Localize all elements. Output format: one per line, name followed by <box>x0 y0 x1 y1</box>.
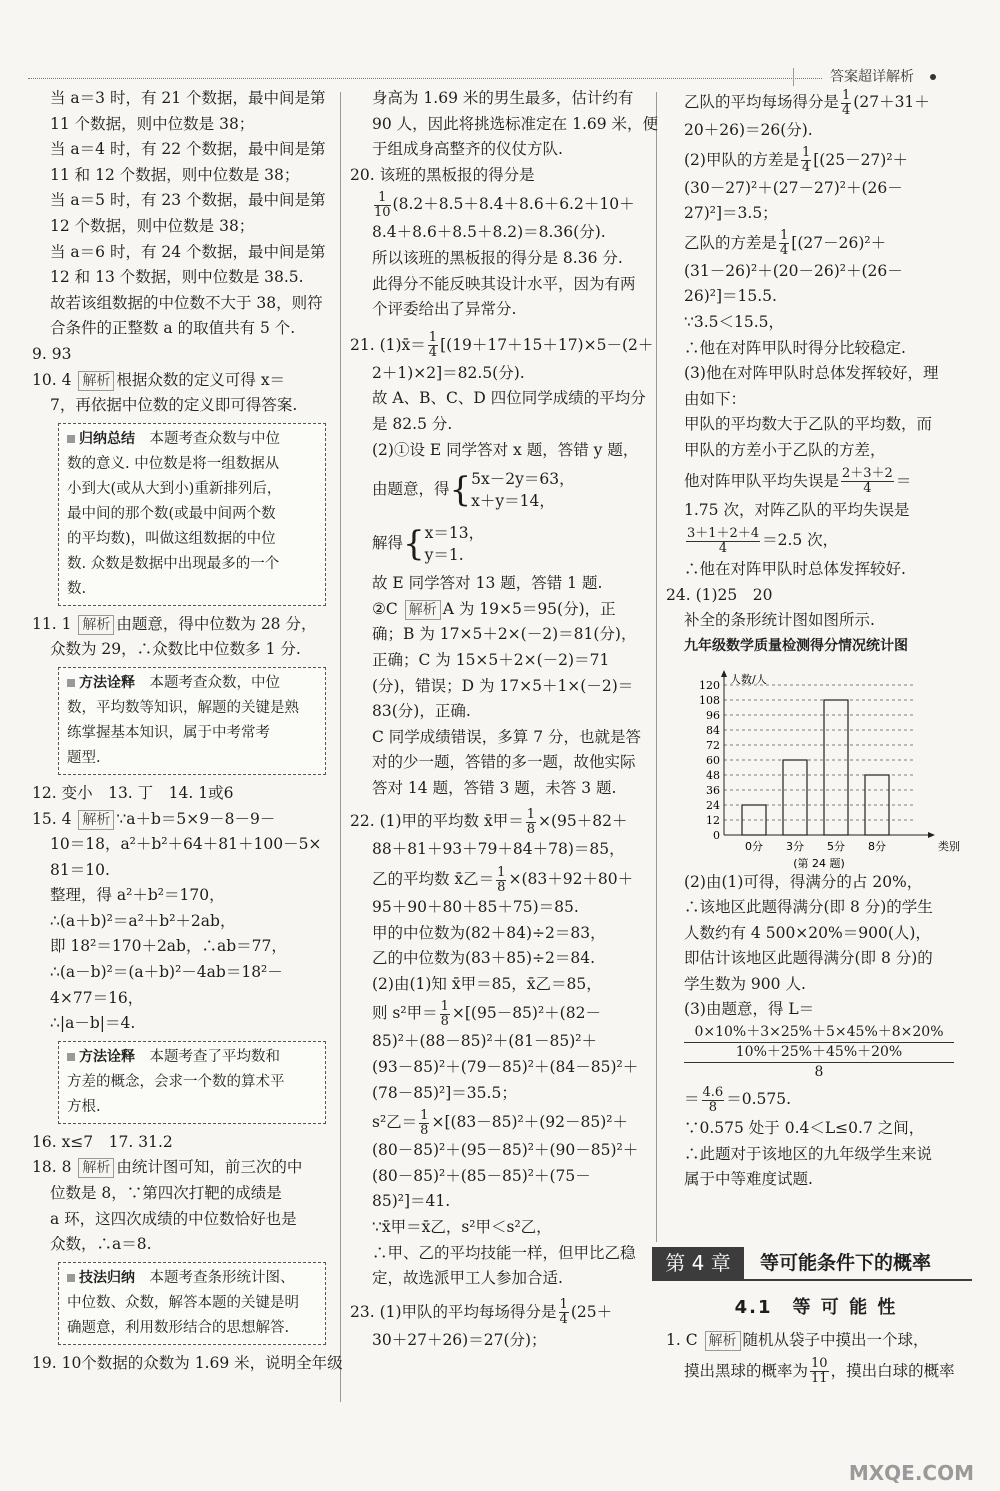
header-title: 答案超详解析 <box>830 69 914 85</box>
expression: ，摸出白球的概率 <box>830 1361 955 1380</box>
fraction <box>440 1000 450 1029</box>
chapter-banner <box>652 1247 972 1281</box>
tip-box-technique <box>58 1262 326 1345</box>
header-rule <box>28 78 822 79</box>
answer-choice: ②C <box>372 599 398 618</box>
denominator: 11 <box>811 1371 828 1387</box>
text-line: 人数约有 4 500×20%＝900(人)， <box>684 923 931 942</box>
numerator: 1 <box>428 330 438 346</box>
text-line: (2)由(1)可得，得满分的占 20%， <box>684 872 923 891</box>
text-line: ∵3.5＜15.5， <box>684 312 785 331</box>
text-line: (31－26)²＋(20－26)²＋(26－ <box>684 261 903 280</box>
tip-line: 练掌握基本知识，属于中考常考 <box>67 724 270 741</box>
analysis-tag: 解析 <box>405 600 441 620</box>
x-tick-label: 8分 <box>868 839 886 853</box>
tip-line: 数，平均数等知识，解题的关键是熟 <box>67 699 299 716</box>
text-line: ＝ $\frac{4.6}{8}$ ＝0.575. <box>684 1084 792 1115</box>
denominator: 4 <box>780 243 789 259</box>
text-line: 即估计该地区此题得满分(即 8 分)的 <box>684 949 933 968</box>
expression: ×[(83－85)²＋(92－85)²＋ <box>431 1113 628 1132</box>
text-line: 乙的中位数为(83＋85)÷2＝84. <box>372 949 596 968</box>
x-axis-arrow-icon <box>928 832 935 838</box>
numerator: 1 <box>801 145 811 161</box>
text-line: 故 E 同学答对 13 题，答错 1 题. <box>372 574 603 593</box>
text-line <box>350 863 650 895</box>
tip-line: 最中间的那个数(或最中间两个数 <box>67 505 276 522</box>
text-line: 故若该组数据的中位数不大于 38，则符 <box>50 293 323 312</box>
fraction <box>841 89 851 118</box>
text-line: 对的少一题，答错的多一题，故他实际 <box>372 753 636 772</box>
text-line: 当 a＝4 时，有 22 个数据，最中间是第 <box>50 140 326 159</box>
fraction <box>686 527 760 556</box>
text-line: 众数，∴a＝8. <box>50 1235 152 1254</box>
text-line: 1.75 次，对阵乙队的平均失误是 <box>684 500 910 519</box>
text-line: 当 a＝5 时，有 23 个数据，最中间是第 <box>50 191 326 210</box>
y-tick-label: 0 <box>713 828 720 842</box>
fraction <box>374 191 391 220</box>
tip-line: 数. 众数是数据中出现最多的一个 <box>67 555 280 572</box>
text-line: a 环，这四次成绩的中位数恰好也是 <box>50 1209 297 1228</box>
answer-number: 1. C <box>666 1331 698 1349</box>
expression: (8.2＋8.5＋8.4＋8.6＋6.2＋10＋ <box>392 195 635 214</box>
answer-text: 由统计图可知，前三次的中 <box>116 1158 303 1177</box>
x-tick-label: 5分 <box>827 839 845 853</box>
denominator: 4 <box>801 160 811 176</box>
text-line: (2)①设 E 同学答对 x 题，答错 y 题， <box>372 440 639 459</box>
text-line: 甲的中位数为(82＋84)÷2＝83， <box>372 923 606 942</box>
y-axis-arrow-icon <box>721 670 727 677</box>
text-line: 88＋81＋93＋79＋84＋78)＝85， <box>372 840 625 859</box>
answer-15 <box>32 807 332 833</box>
column-2 <box>350 86 659 1353</box>
fraction <box>841 467 894 496</box>
text-line: 此得分不能反映其设计水平，因为有两 <box>372 274 636 293</box>
answer-10 <box>32 368 332 394</box>
label: 则 s²甲＝ <box>372 1004 438 1023</box>
answer-number: 22. (1)甲的平均数 x̄甲＝ <box>350 812 524 831</box>
fraction <box>779 229 789 258</box>
system <box>425 522 484 566</box>
denominator: 8 <box>420 1122 429 1138</box>
answer-9: 9. 93 <box>32 344 72 363</box>
label: 解得 <box>372 534 404 553</box>
text-line: 11 和 12 个数据，则中位数是 38； <box>50 165 300 184</box>
tip-title: 方法诠释 <box>79 1048 135 1065</box>
denominator: 8 <box>440 1013 449 1029</box>
denominator: 4 <box>718 540 728 556</box>
analysis-tag: 解析 <box>78 810 114 830</box>
chapter-rule <box>652 1279 972 1281</box>
text-line: ∴此题对于该地区的九年级学生来说 <box>684 1144 933 1163</box>
numerator: 1 <box>780 228 789 244</box>
answer-11 <box>32 612 332 638</box>
numerator: 10 <box>811 1356 828 1372</box>
text-line: 补全的条形统计图如图所示. <box>684 611 875 630</box>
brace-icon: { <box>403 524 425 565</box>
text-line: 83(分)，正确. <box>372 702 471 721</box>
tip-line: 数. <box>67 580 87 597</box>
fraction <box>801 146 811 175</box>
system <box>471 468 574 512</box>
fraction-middle: 10%＋25%＋45%＋20% <box>684 1043 954 1063</box>
tip-line: 方根. <box>67 1098 101 1115</box>
text-line: 95＋90＋80＋85＋75)＝85. <box>372 898 579 917</box>
numerator: 1 <box>497 864 506 880</box>
fraction-numerator: 0×10%＋3×25%＋5×45%＋8×20% <box>684 1023 954 1043</box>
column-3 <box>666 86 966 1193</box>
fraction <box>428 331 438 360</box>
answer-23 <box>350 1296 650 1328</box>
text-line: 位数是 8，∵第四次打靶的成绩是 <box>50 1184 282 1203</box>
column-divider-1 <box>340 92 341 1402</box>
tip-title: 方法诠释 <box>79 674 135 691</box>
answer-16-17: 16. x≤7 17. 31.2 <box>32 1132 173 1151</box>
text-line: (80－85)²＋(95－85)²＋(90－85)²＋ <box>372 1141 639 1160</box>
section-title: 4.1 等 可 能 性 <box>734 1297 898 1318</box>
x-tick-label: 0分 <box>745 839 763 853</box>
expression: ×(83＋92＋80＋ <box>508 870 634 889</box>
square-bullet-icon <box>67 1053 75 1061</box>
answer-number: 18. 8 <box>32 1158 72 1177</box>
y-tick-label: 60 <box>706 753 720 767</box>
text-line: 8.4＋8.6＋8.5＋8.2)＝8.36(分). <box>372 223 606 242</box>
tip-line: 小到大(或从大到小)重新排列后， <box>67 480 282 497</box>
fraction-denominator: 8 <box>814 1064 824 1081</box>
tip-line: 数的意义. 中位数是将一组数据从 <box>67 455 280 472</box>
expression: (27＋31＋ <box>853 93 930 111</box>
numerator: 1 <box>374 191 391 206</box>
label: (2)甲队的方差是 <box>684 150 799 169</box>
text-line: ∴他在对阵甲队时得分比较稳定. <box>684 338 906 357</box>
text-line: ∴(a－b)²＝(a＋b)²－4ab＝18²－ <box>50 963 283 982</box>
text-line: (2)由(1)知 x̄甲＝85，x̄乙＝85， <box>372 974 602 993</box>
answer-text: 随机从袋子中摸出一个球， <box>742 1331 929 1349</box>
answer-number: 15. 4 <box>32 809 72 828</box>
text-line: 11 个数据，则中位数是 38； <box>50 114 255 133</box>
expression: ×(95＋82＋ <box>537 812 628 831</box>
text-line: 甲队的方差小于乙队的方差， <box>684 440 886 459</box>
text-line: 26)²]＝15.5. <box>684 287 777 306</box>
text-line: 合条件的正整数 a 的取值共有 5 个. <box>50 319 296 338</box>
chapter-title: 等可能条件下的概率 <box>760 1252 932 1274</box>
answer-number: 23. (1)甲队的平均每场得分是 <box>350 1302 557 1321</box>
expression: [(19＋17＋15＋17)×5－(2＋ <box>440 335 654 354</box>
label: s²乙＝ <box>372 1113 418 1132</box>
header-separator <box>793 68 794 86</box>
tip-line <box>67 1266 317 1291</box>
y-tick-label: 108 <box>699 693 720 707</box>
text-line: ∴该地区此题得满分(即 8 分)的学生 <box>684 898 933 917</box>
watermark-text: MXQE.COM <box>848 1461 974 1485</box>
text-line: 当 a＝3 时，有 21 个数据，最中间是第 <box>50 89 326 107</box>
square-bullet-icon <box>67 1274 75 1282</box>
answer-20: 20. 该班的黑板报的得分是 <box>350 165 535 184</box>
text-line: 甲队的平均数大于乙队的平均数，而 <box>684 415 933 434</box>
denominator: 8 <box>526 821 535 837</box>
answer-text: 由题意，得中位数为 28 分， <box>116 614 317 633</box>
fraction <box>810 1357 829 1386</box>
answer-1 <box>666 1328 966 1354</box>
y-tick-label: 36 <box>706 783 720 797</box>
expression: ×[(95－85)²＋(82－ <box>451 1004 601 1023</box>
equation: x＋y＝14， <box>471 492 555 511</box>
text-line <box>666 464 966 498</box>
y-tick-label: 48 <box>706 768 720 782</box>
text-line: 2＋1)×2]＝82.5(分). <box>372 363 525 382</box>
equation: 5x－2y＝63， <box>471 470 575 489</box>
text-line: ∵x̄甲＝x̄乙，s²甲＜s²乙， <box>372 1218 552 1236</box>
x-tick-label: 3分 <box>786 839 804 853</box>
text-line: (30－27)²＋(27－27)²＋(26－ <box>684 178 903 197</box>
expression: ＝ <box>895 471 912 490</box>
bar-chart <box>672 660 962 870</box>
text-line: 10＝18，a²＋b²＋64＋81＋100－5× <box>50 835 322 854</box>
text-line: 于组成身高整齐的仪仗方队. <box>372 140 563 159</box>
brace-icon: { <box>449 470 472 511</box>
text-line: 85)²]＝41. <box>372 1192 451 1211</box>
text-line: (3)他在对阵甲队时总体发挥较好，理 <box>684 364 939 383</box>
text-line <box>666 523 966 557</box>
denominator: 10 <box>374 204 391 220</box>
y-axis-label: 人数/人 <box>730 672 767 686</box>
answer-19: 19. 10个数据的众数为 1.69 米，说明全年级 <box>32 1353 343 1372</box>
y-tick-label: 120 <box>699 678 720 692</box>
text-line: 81＝10. <box>50 860 110 879</box>
text-line: (78－85)²]＝35.5； <box>372 1083 517 1102</box>
text-line: 20＋26)＝26(分). <box>684 121 813 139</box>
denominator: 4 <box>428 345 438 361</box>
text-line <box>350 188 650 220</box>
x-axis-label: 类别 <box>938 839 960 853</box>
answer-12-14: 12. 变小 13. 丁 14. 1或6 <box>32 783 234 802</box>
chart-caption: (第 24 题) <box>793 856 845 870</box>
square-bullet-icon <box>67 679 75 687</box>
equation: y＝1. <box>424 546 464 565</box>
denominator: 8 <box>708 1099 717 1115</box>
text-line <box>350 597 650 623</box>
tip-text: 本题考查条形统计图、 <box>149 1269 295 1286</box>
solution-system <box>350 517 650 571</box>
text-line: 学生数为 900 人. <box>684 974 806 993</box>
bar <box>824 700 848 835</box>
answer-number: 10. 4 <box>32 370 72 389</box>
text-line <box>350 1106 650 1138</box>
analysis-tag: 解析 <box>78 615 114 635</box>
answer-text: A 为 19×5＝95(分)，正 <box>442 599 616 618</box>
text-line: 4×77＝16， <box>50 988 144 1007</box>
column-3-bottom <box>666 1328 966 1388</box>
tip-line <box>67 427 317 452</box>
text-line: 答对 14 题，答错 3 题，未答 3 题. <box>372 778 617 797</box>
numerator: 1 <box>526 806 535 822</box>
y-tick-label: 24 <box>706 798 720 812</box>
answer-text: 根据众数的定义可得 x＝ <box>116 370 286 389</box>
y-tick-label: 12 <box>706 813 720 827</box>
text-line: 确；B 为 17×5＋2×(－2)＝81(分)， <box>372 625 637 644</box>
text-line: C 同学成绩错误，多算 7 分，也就是答 <box>372 727 642 746</box>
tip-line: 方差的概念，会求一个数的算术平 <box>67 1073 285 1090</box>
page-header <box>28 66 972 88</box>
analysis-tag: 解析 <box>705 1331 741 1351</box>
text-line: ∴他在对阵甲队时总体发挥较好. <box>684 560 906 579</box>
tip-title: 归纳总结 <box>79 430 135 447</box>
fraction <box>559 1298 569 1327</box>
text-line: (分)，错误；D 为 17×5＋1×(－2)＝ <box>372 676 634 695</box>
denominator: 8 <box>497 879 506 895</box>
equation-system <box>350 463 650 517</box>
text-line: 由如下： <box>684 389 747 408</box>
tip-text: 本题考查众数，中位 <box>149 674 280 691</box>
tip-line <box>67 1045 317 1070</box>
numerator: 1 <box>440 998 449 1014</box>
expression: [(27－26)²＋ <box>791 233 887 252</box>
text-line: 即 18²＝170＋2ab，∴ab＝77， <box>50 937 287 956</box>
bar <box>783 760 807 835</box>
tip-line: 中位数、众数，解答本题的关键是明 <box>67 1294 299 1311</box>
text-line: ∵0.575 处于 0.4＜L≤0.7 之间， <box>684 1119 925 1138</box>
answer-21 <box>350 329 654 361</box>
fraction <box>419 1109 429 1138</box>
text-line: 所以该班的黑板报的得分是 8.36 分. <box>372 248 623 267</box>
answer-text: ∵a＋b＝5×9－8－9－ <box>116 809 276 828</box>
analysis-tag: 解析 <box>78 371 114 391</box>
tip-box-method-2 <box>58 1041 326 1124</box>
chart-title: 九年级数学质量检测得分情况统计图 <box>684 637 908 654</box>
fraction <box>496 866 506 895</box>
text-line: 30＋27＋26)＝27(分)； <box>372 1330 547 1349</box>
text-line: ∴(a＋b)²＝a²＋b²＋2ab， <box>50 911 236 930</box>
text-line: 众数为 29，∴众数比中位数多 1 分. <box>50 640 301 659</box>
text-line: 7，再依据中位数的定义即可得答案. <box>50 396 298 415</box>
text-line: 定，故选派甲工人参加合适. <box>372 1269 563 1288</box>
text-line: (3)由题意，得 L＝ <box>684 1000 815 1019</box>
tip-line: 题型. <box>67 749 101 766</box>
text-line: 正确；C 为 15×5＋2×(－2)＝71 <box>372 650 610 669</box>
header-dot <box>930 74 936 80</box>
text-line: 12 个数据，则中位数是 38； <box>50 216 255 235</box>
text-line: 当 a＝6 时，有 24 个数据，最中间是第 <box>50 242 326 261</box>
expression: ＝2.5 次， <box>762 531 839 550</box>
tip-title: 技法归纳 <box>79 1269 135 1286</box>
expression: [(25－27)²＋ <box>813 150 909 169</box>
text-line <box>350 997 650 1029</box>
y-tick-label: 72 <box>706 738 720 752</box>
text-line: 90 人，因此将挑选标准定在 1.69 米，便 <box>372 114 659 133</box>
expression: (25＋ <box>570 1302 613 1321</box>
text-line: ∴甲、乙的平均技能一样，但甲比乙稳 <box>372 1243 636 1262</box>
y-tick-label: 96 <box>706 708 720 722</box>
numerator: 2＋3＋2 <box>842 466 893 482</box>
expression: ＝0.575. <box>726 1090 792 1109</box>
text-line: 身高为 1.69 米的男生最多，估计约有 <box>372 89 634 107</box>
text-line: (93－85)²＋(79－85)²＋(84－85)²＋ <box>372 1058 639 1077</box>
text-line: 属于中等难度试题. <box>684 1170 813 1189</box>
tip-box-method <box>58 667 326 775</box>
text-line <box>666 144 966 176</box>
analysis-tag: 解析 <box>78 1158 114 1178</box>
answer-22 <box>350 805 650 837</box>
tip-box-summary <box>58 423 326 606</box>
answer-number: 21. (1)x̄＝ <box>350 335 426 354</box>
numerator: 1 <box>842 87 851 103</box>
column-divider-2 <box>656 92 657 1242</box>
label: 他对阵甲队平均失误是 <box>684 471 840 490</box>
text-line <box>666 1354 966 1388</box>
square-bullet-icon <box>67 435 75 443</box>
answer-number: 11. 1 <box>32 614 72 633</box>
text-line <box>666 86 966 118</box>
fraction <box>702 1086 725 1115</box>
chapter-number: 第 4 章 <box>652 1247 744 1279</box>
tip-line: 确题意，利用数形结合的思想解答. <box>67 1319 290 1336</box>
text-line: 85)²＋(88－85)²＋(81－85)²＋ <box>372 1032 597 1051</box>
label: 乙的平均数 x̄乙＝ <box>372 870 495 889</box>
text-line: 是 82.5 分. <box>372 414 453 433</box>
column-1 <box>32 86 343 1376</box>
text-line: 12 和 13 个数据，则中位数是 38.5. <box>50 268 304 287</box>
tip-line: 的平均数)，叫做这组数据的中位 <box>67 530 276 547</box>
numerator: 1 <box>559 1297 568 1313</box>
text-line: 故 A、B、C、D 四位同学成绩的平均分 <box>372 389 646 408</box>
denominator: 4 <box>559 1312 568 1328</box>
tip-text: 本题考查众数与中位 <box>149 430 280 447</box>
denominator: 4 <box>863 481 872 497</box>
numerator: 4.6 <box>702 1084 724 1100</box>
text-line: 整理，得 a²＋b²＝170， <box>50 886 225 905</box>
text-line <box>666 227 966 259</box>
text-line: 27)²]＝3.5； <box>684 204 778 223</box>
text-line: ∴|a－b|＝4. <box>50 1014 136 1033</box>
answer-18 <box>32 1155 332 1181</box>
label: 乙队的平均每场得分是 <box>684 93 840 111</box>
tip-line <box>67 671 317 696</box>
numerator: 1 <box>420 1107 429 1123</box>
fraction <box>526 808 536 837</box>
tip-text: 本题考查了平均数和 <box>149 1048 280 1065</box>
equation: x＝13， <box>424 524 485 543</box>
numerator: 3＋1＋2＋4 <box>687 525 760 541</box>
y-tick-label: 84 <box>706 723 720 737</box>
denominator: 4 <box>842 102 851 118</box>
text-line: (80－85)²＋(85－85)²＋(75－ <box>372 1166 591 1185</box>
label: 由题意，得 <box>372 480 450 499</box>
text-line: 个评委给出了异常分. <box>372 300 517 319</box>
label: 摸出黑球的概率为 <box>684 1361 809 1380</box>
answer-24: 24. (1)25 20 <box>666 585 773 604</box>
label: 乙队的方差是 <box>684 233 778 252</box>
compound-fraction <box>666 1023 954 1082</box>
